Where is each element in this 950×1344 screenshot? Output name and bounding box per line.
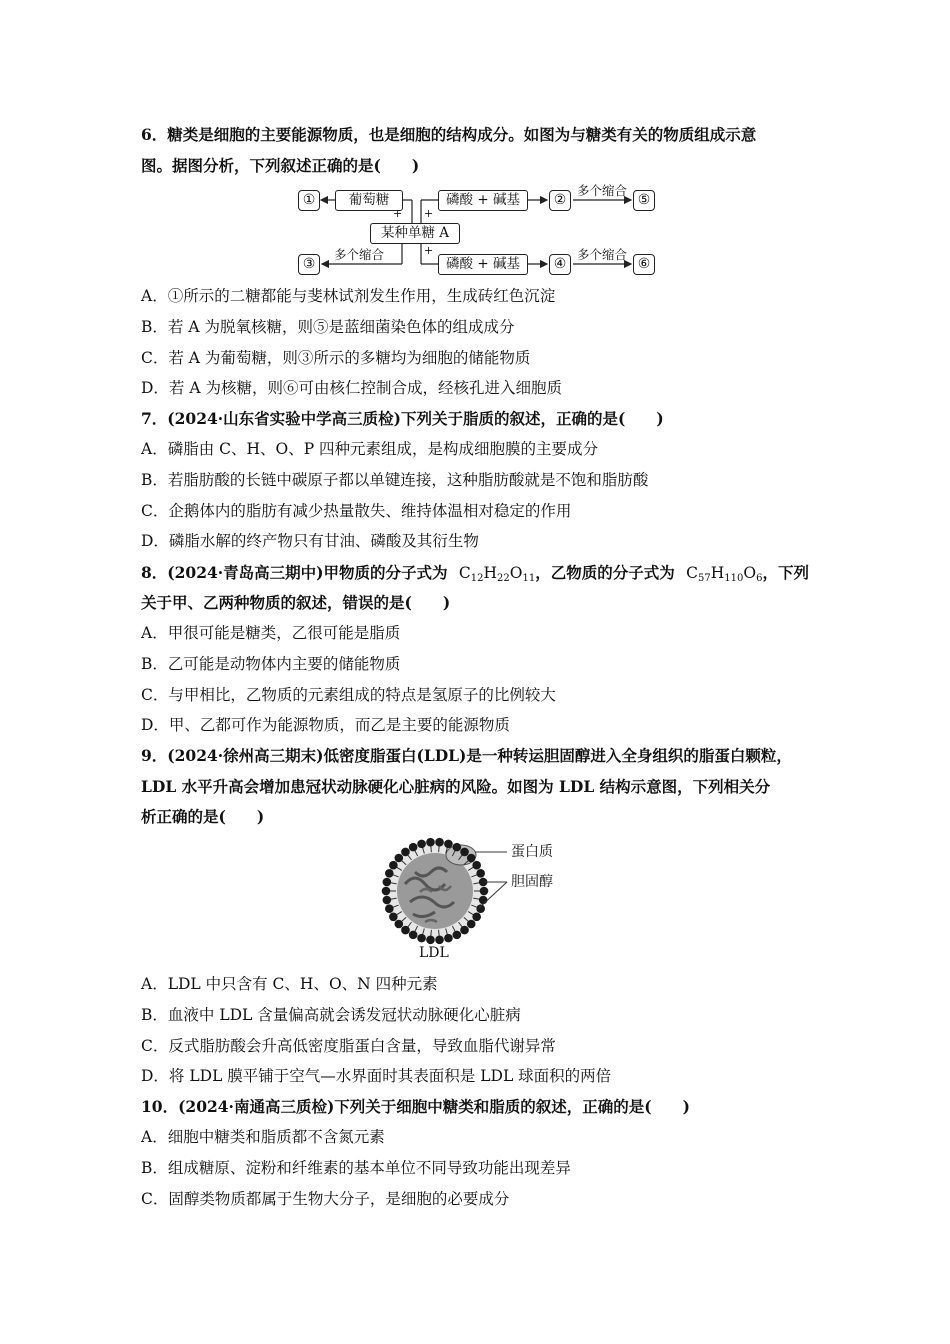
q8-stem-line2: 关于甲、乙两种物质的叙述，错误的是( ): [141, 593, 451, 612]
phospholipid-head: [383, 896, 392, 905]
q7-stem: 7．(2024·山东省实验中学高三质检)下列关于脂质的叙述，正确的是( ): [141, 409, 664, 428]
q6-stem-line2: 图。据图分析，下列叙述正确的是( ): [141, 156, 420, 175]
q8-stem-part-c: ，下列: [762, 563, 809, 582]
phospholipid-head: [401, 848, 410, 857]
ldl-label-cholesterol: 胆固醇: [511, 874, 553, 890]
q10-option-b: B．组成糖原、淀粉和纤维素的基本单位不同导致功能出现差异: [141, 1159, 571, 1177]
ldl-figure: [375, 834, 575, 964]
diagram-plus-2: +: [424, 207, 434, 220]
ldl-label-protein: 蛋白质: [511, 844, 553, 860]
q6-diagram: [290, 182, 670, 277]
q10-stem: 10．(2024·南通高三质检)下列关于细胞中糖类和脂质的叙述，正确的是( ): [141, 1097, 690, 1116]
q7-option-b: B．若脂肪酸的长链中碳原子都以单键连接，这种脂肪酸就是不饱和脂肪酸: [141, 471, 649, 489]
phospholipid-head: [417, 840, 426, 849]
q9-option-c: C．反式脂肪酸会升高低密度脂蛋白含量，导致血脂代谢异常: [141, 1037, 556, 1055]
phospholipid-head: [453, 931, 462, 940]
q6-option-a: A．①所示的二糖都能与斐林试剂发生作用，生成砖红色沉淀: [141, 287, 556, 305]
phospholipid-head: [385, 869, 394, 878]
q8-stem-line1: [141, 562, 809, 584]
q6-option-b: B．若 A 为脱氧核糖，则⑤是蓝细菌染色体的组成成分: [141, 318, 515, 336]
q8-option-b: B．乙可能是动物体内主要的储能物质: [141, 655, 401, 673]
q6-option-d: D．若 A 为核糖，则⑥可由核仁控制合成，经核孔进入细胞质: [141, 379, 562, 397]
q8-formula-jia: $C_{12}H_{22}O_{11}$: [458, 564, 536, 584]
phospholipid-head: [444, 840, 453, 849]
diagram-phos-base-bottom: 磷酸 + 碱基: [438, 254, 528, 275]
diagram-node-6: ⑥: [633, 254, 655, 275]
q7-option-c: C．企鹅体内的脂肪有减少热量散失、维持体温相对稳定的作用: [141, 502, 572, 520]
phospholipid-head: [383, 878, 392, 887]
phospholipid-head: [389, 912, 398, 921]
q8-option-a: A．甲很可能是糖类，乙很可能是脂质: [141, 624, 401, 642]
q10-option-a: A．细胞中糖类和脂质都不含氮元素: [141, 1128, 385, 1146]
phospholipid-head: [467, 854, 476, 863]
q8-option-d: D．甲、乙都可作为能源物质，而乙是主要的能源物质: [141, 716, 510, 734]
phospholipid-head: [435, 935, 444, 944]
phospholipid-head: [472, 912, 481, 921]
diagram-plus-1: +: [393, 207, 403, 220]
diagram-label-multi-bottom: 多个缩合: [577, 247, 628, 262]
phospholipid-head: [382, 887, 391, 896]
ldl-caption: LDL: [419, 945, 449, 961]
q10-option-c: C．固醇类物质都属于生物大分子，是细胞的必要成分: [141, 1190, 510, 1208]
phospholipid-head: [480, 887, 489, 896]
phospholipid-head: [467, 920, 476, 929]
phospholipid-head: [409, 931, 418, 940]
q8-stem-part-b: ，乙物质的分子式为: [535, 563, 675, 582]
phospholipid-head: [479, 896, 488, 905]
diagram-phos-base-top: 磷酸 + 碱基: [438, 190, 528, 211]
q7-option-d: D．磷脂水解的终产物只有甘油、磷酸及其衍生物: [141, 532, 479, 550]
q8-stem-part-a: 8．(2024·青岛高三期中)甲物质的分子式为: [141, 563, 448, 582]
phospholipid-head: [472, 861, 481, 870]
q6-stem-line1: 6．糖类是细胞的主要能源物质，也是细胞的结构成分。如图为与糖类有关的物质组成示意: [141, 125, 757, 144]
q9-option-d: D．将 LDL 膜平铺于空气—水界面时其表面积是 LDL 球面积的两倍: [141, 1067, 612, 1085]
diagram-node-4: ④: [549, 254, 571, 275]
diagram-plus-3: +: [424, 244, 434, 257]
phospholipid-head: [476, 869, 485, 878]
diagram-label-multi-left: 多个缩合: [334, 247, 385, 262]
q6-option-c: C．若 A 为葡萄糖，则③所示的多糖均为细胞的储能物质: [141, 349, 531, 367]
phospholipid-head: [476, 904, 485, 913]
phospholipid-head: [385, 904, 394, 913]
diagram-node-3: ③: [298, 254, 320, 275]
phospholipid-head: [417, 934, 426, 943]
q9-stem-line1: 9．(2024·徐州高三期末)低密度脂蛋白(LDL)是一种转运胆固醇进入全身组织的脂蛋白颗粒，: [141, 746, 792, 765]
phospholipid-head: [394, 854, 403, 863]
q8-formula-yi: $C_{57}H_{110}O_6$: [686, 564, 763, 584]
phospholipid-head: [444, 934, 453, 943]
phospholipid-head: [426, 935, 435, 944]
diagram-center-monosaccharide: 某种单糖 A: [370, 223, 460, 244]
q9-stem-line2: LDL 水平升高会增加患冠状动脉硬化心脏病的风险。如图为 LDL 结构示意图，下列相关分: [141, 777, 771, 796]
q8-option-c: C．与甲相比，乙物质的元素组成的特点是氢原子的比例较大: [141, 686, 556, 704]
q7-option-a: A．磷脂由 C、H、O、P 四种元素组成，是构成细胞膜的主要成分: [141, 440, 599, 458]
phospholipid-head: [460, 926, 469, 935]
phospholipid-head: [409, 843, 418, 852]
phospholipid-head: [460, 848, 469, 857]
diagram-label-multi-top: 多个缩合: [577, 183, 628, 198]
phospholipid-head: [401, 926, 410, 935]
phospholipid-head: [435, 838, 444, 847]
diagram-node-1: ①: [298, 190, 320, 211]
diagram-node-5: ⑤: [633, 190, 655, 211]
q9-stem-line3: 析正确的是( ): [141, 807, 265, 826]
phospholipid-head: [426, 838, 435, 847]
phospholipid-head: [453, 843, 462, 852]
diagram-node-2: ②: [549, 190, 571, 211]
phospholipid-head: [394, 920, 403, 929]
diagram-glucose-box: 葡萄糖: [335, 190, 403, 211]
phospholipid-head: [389, 861, 398, 870]
q9-option-b: B．血液中 LDL 含量偏高就会诱发冠状动脉硬化心脏病: [141, 1006, 521, 1024]
q9-option-a: A．LDL 中只含有 C、H、O、N 四种元素: [141, 975, 438, 993]
